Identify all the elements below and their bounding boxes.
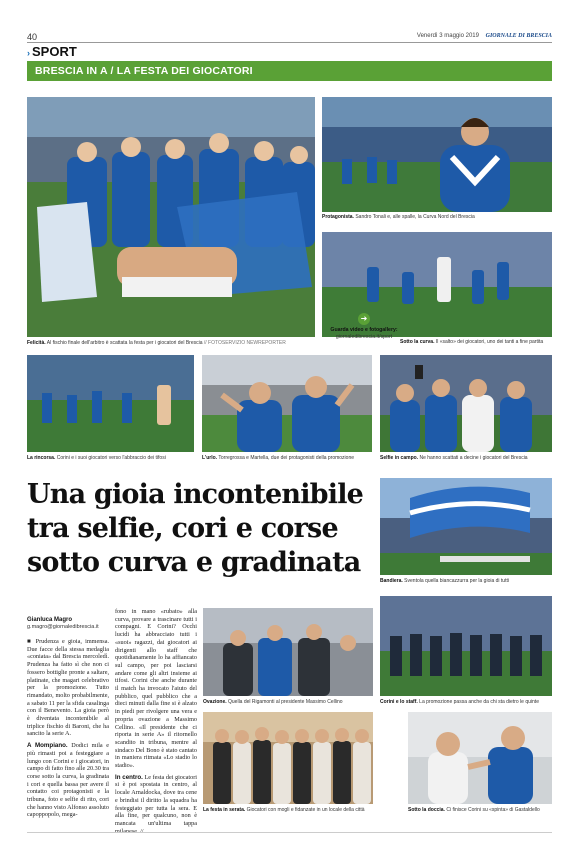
author-name: Gianluca Magro <box>27 617 73 623</box>
caption-protagonista: Protagonista. Sandro Tonali e, alle spalle, la Curva Nord del Brescia <box>322 214 475 220</box>
caption-festa-in-serata: La festa in serata. Giocatori con mogli e fidanzate in un locale della città <box>203 807 365 813</box>
article-column-2 <box>115 608 197 830</box>
section-label: SPORT <box>32 44 77 59</box>
article-paragraph: In centro. Le festa dei giocatori si è poi spostata in centro, al locale Arnaldocka, dove tra cene e brindisi il diritto la squadra ha festeggiato per tutta la sera. E alla fine, per qualcuno, non è mancata un'ultima tappa <box>115 773 197 827</box>
newspaper-name: GIORNALE DI BRESCIA <box>485 33 552 39</box>
photo-protagonista <box>322 97 552 212</box>
article-paragraph: A Mompiano. Dodici mila e più rimasti poi a festeggiare a lungo con Corini e i giocatori, in campo di fatto fino alle 20.30 tra corse sotto la curva, la gradinata i cori e quella bassa per avere il contatto coi protagonisti e la tribuna, foto e selfie di rito, cori che hanno visto Alfonso assoluto capoppopolo, mega- <box>27 742 109 819</box>
photo-festa-in-serata <box>203 712 373 804</box>
caption-selfie-in-campo: Selfie in campo. Ne hanno scattati a decine i giocatori del Brescia <box>380 455 528 461</box>
caption-felicita: Felicità. Al fischio finale dell'arbitro è scattata la festa per i giocatori del Brescia // FOTOSERVIZIO NEWREPORTER <box>27 340 286 346</box>
article-column-1 <box>27 638 109 828</box>
dateline <box>417 33 552 39</box>
caption-ovazione: Ovazione. Quella del Rigamonti al presidente Massimo Cellino <box>203 699 343 705</box>
section-title <box>27 44 77 59</box>
article-headline: Una gioia incontenibile tra selfie, cori e corse sotto curva e gradinata <box>27 479 364 578</box>
photo-sotto-la-doccia <box>408 712 552 804</box>
caption-corini-e-lo-staff: Corini e lo staff. La promozione passa anche da chi sta dietro le quinte <box>380 699 539 705</box>
caption-bandiera: Bandiera. Sventola quella biancazzurra per la gioia di tutti <box>380 578 509 584</box>
article-paragraph: fono in mano «rubato» alla curva, provare a trascinare tutti i compagni. E Corini? Occhi lucidi ha abbracciato tutti i «suoi» ragazzi, dai giocatori ai dirigenti allo staff che quotidianamente lo ha affiancato sul campo, per poi lasciarsi andare come gli altri insieme ai tifosi. Corini che anche durante il match ha invocato l'aiuto del pubblico, quel pubblico che a dieci minuti dalla fine si è alzato in piedi per rivolgere una vera e propria ovazione a Massimo Cellino. «Il presidente che ci riporta in serie A» il ritornello scandito in tribuna, mentre al sindaco Del Bono è stato cantato in maniera ritmata «Lo stadio lo stadio». <box>115 608 197 770</box>
caption-sotto-la-curva: Sotto la curva. Il «salto» dei giocatori, uno dei tanti a fine partita <box>400 339 544 345</box>
topic-banner-label: BRESCIA IN A / LA FESTA DEI GIOCATORI <box>35 65 253 77</box>
video-box-title: Guarda video e fotogallery: <box>330 327 398 333</box>
photo-corini-e-lo-staff <box>380 596 552 696</box>
page-number: 40 <box>27 32 38 42</box>
photo-la-rincorsa <box>27 355 194 452</box>
photo-felicita <box>27 97 315 337</box>
section-arrow-icon: › <box>27 48 30 58</box>
article-paragraph: ■ Prudenza e gioia, immensa. Due facce della stessa medaglia «coniata» dal Brescia mercoledì. Prudenza ha fatto sì che non ci fossero bottiglie pronte a saltare, platinate, che magari celebrativo per la promozione. Tutto rimandato, molto probabilmente, a sabato 11 per la sfida casalinga con il Benevento. La gioia però è diventata incontenibile al triplice fischio di Baroni, che ha sancito la serie A. <box>27 638 109 738</box>
photo-ovazione <box>203 608 373 696</box>
caption-la-rincorsa: La rincorsa. Corini e i suoi giocatori verso l'abbraccio dei tifosi <box>27 455 166 461</box>
issue-date: Venerdì 3 maggio 2019 <box>416 33 479 39</box>
footer-rule <box>27 832 552 833</box>
author-email[interactable]: g.magro@giornaledibrescia.it <box>27 624 99 630</box>
photo-l-urlo <box>202 355 372 452</box>
caption-sotto-la-doccia: Sotto la doccia. Ci finisce Corini su «spinta» di Gastaldello <box>408 807 540 813</box>
header-rule <box>27 42 552 43</box>
topic-banner <box>27 61 552 81</box>
byline <box>27 617 99 631</box>
photo-selfie-in-campo <box>380 355 552 452</box>
caption-l-urlo: L'urlo. Torregrossa e Martella, due dei protagonisti della promozione <box>202 455 355 461</box>
photo-bandiera <box>380 478 552 575</box>
link-arrow-icon: ➜ <box>358 313 370 325</box>
video-box-url[interactable]: giornaledibrescia.it/sport <box>335 333 393 340</box>
video-gallery-box[interactable] <box>330 313 398 340</box>
